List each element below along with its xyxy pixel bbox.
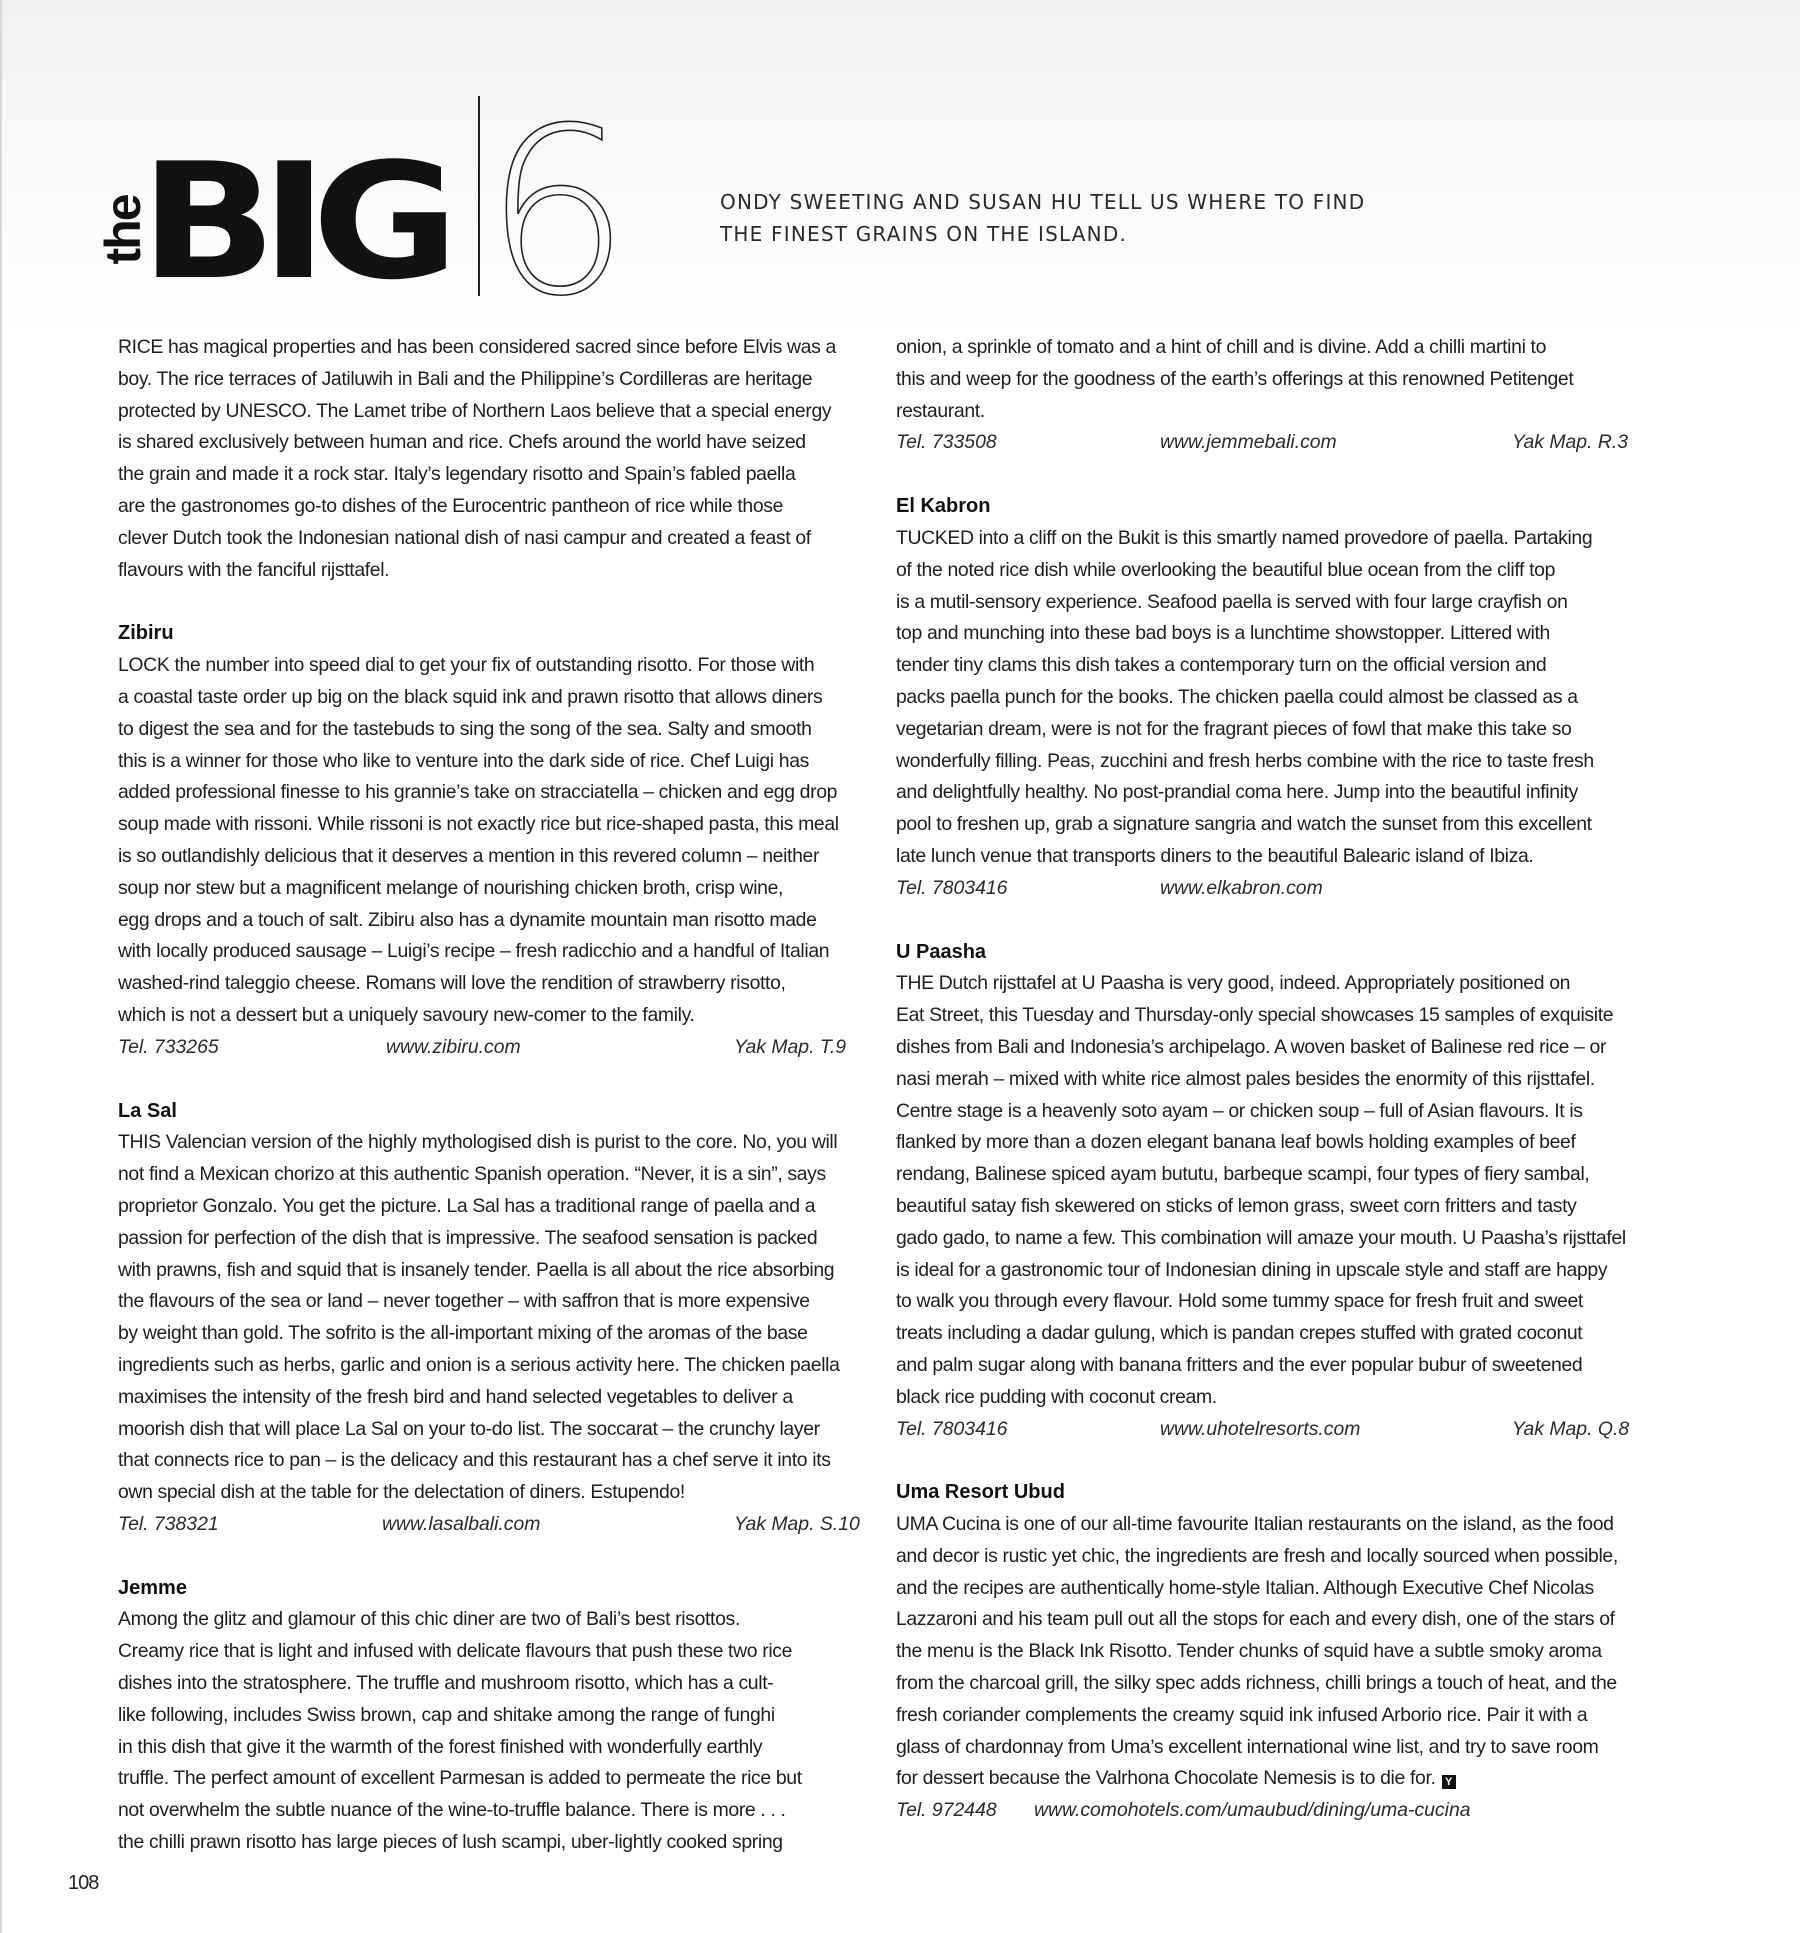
standfirst	[720, 186, 1420, 250]
text-line: with locally produced sausage – Luigi’s recipe – fresh radicchio and a handful of Italian	[118, 940, 830, 963]
website-link[interactable]: www.elkabron.com	[1160, 876, 1323, 899]
text-line: flavours with the fanciful rijsttafel.	[118, 558, 390, 581]
text-line: Eat Street, this Tuesday and Thursday-only special showcases 15 samples of exquisite	[896, 1004, 1614, 1027]
text-line: own special dish at the table for the delectation of diners. Estupendo!	[118, 1481, 685, 1504]
text-line: and delightfully healthy. No post-prandial coma here. Jump into the beautiful infinity	[896, 781, 1579, 804]
text-line: that connects rice to pan – is the delicacy and this restaurant has a chef serve it into its	[118, 1449, 831, 1472]
standfirst-line: ONDY SWEETING AND SUSAN HU TELL US WHERE TO FIND	[720, 190, 1366, 214]
text-line-final	[896, 1763, 1644, 1795]
text-line: THE Dutch rijsttafel at U Paasha is very good, indeed. Appropriately positioned on	[896, 972, 1571, 995]
text-line: Centre stage is a heavenly soto ayam – or chicken soup – full of Asian flavours. It is	[896, 1099, 1583, 1122]
text-line: glass of chardonnay from Uma’s excellent international wine list, and try to save room	[896, 1735, 1599, 1758]
text-line: and palm sugar along with banana fritters and the ever popular bubur of sweetened	[896, 1353, 1583, 1376]
right-column	[896, 332, 1644, 1827]
entry-el-kabron	[896, 491, 1644, 904]
text-line: washed-rind taleggio cheese. Romans will love the rendition of strawberry risotto,	[118, 972, 786, 995]
text-line: the menu is the Black Ink Risotto. Tender chunks of squid have a subtle smoky aroma	[896, 1640, 1602, 1663]
text-line: maximises the intensity of the fresh bird and hand selected vegetables to deliver a	[118, 1385, 793, 1408]
text-line: boy. The rice terraces of Jatiluwih in Bali and the Philippine’s Cordilleras are heritage	[118, 367, 813, 390]
text-line: Creamy rice that is light and infused with delicate flavours that push these two rice	[118, 1640, 793, 1663]
text-line: RICE has magical properties and has been considered sacred since before Elvis was a	[118, 336, 836, 358]
text-line: soup nor stew but a magnificent melange of nourishing chicken broth, crisp wine,	[118, 876, 784, 899]
text-line: pool to freshen up, grab a signature sangria and watch the sunset from this excellent	[896, 813, 1592, 836]
entry-heading: Jemme	[118, 1576, 187, 1599]
text-line: and the recipes are authentically home-style Italian. Although Executive Chef Nicolas	[896, 1576, 1594, 1599]
text-line: of the noted rice dish while overlooking the beautiful blue ocean from the cliff top	[896, 558, 1556, 581]
text-line: protected by UNESCO. The Lamet tribe of Northern Laos believe that a special energy	[118, 399, 832, 422]
text-line: wonderfully filling. Peas, zucchini and fresh herbs combine with the rice to taste fresh	[896, 749, 1594, 772]
masthead-six-glyph: 6	[484, 110, 631, 310]
text-line: treats including a dadar gulung, which is pandan crepes stuffed with grated coconut	[896, 1322, 1583, 1345]
contact-row	[896, 1795, 1644, 1827]
text-line: UMA Cucina is one of our all-time favourite Italian restaurants on the island, as the food	[896, 1513, 1614, 1536]
text-line: dishes into the stratosphere. The truffle and mushroom risotto, which has a cult-	[118, 1672, 774, 1695]
text-line: are the gastronomes go-to dishes of the Eurocentric pantheon of rice while those	[118, 494, 784, 517]
text-line: is shared exclusively between human and rice. Chefs around the world have seized	[118, 431, 806, 454]
text-line: packs paella punch for the books. The chicken paella could almost be classed as a	[896, 685, 1578, 708]
text-line: by weight than gold. The sofrito is the all-important mixing of the aromas of the base	[118, 1322, 808, 1345]
left-column	[118, 332, 866, 1859]
contact-row	[896, 873, 1644, 905]
end-mark-icon: Y	[1442, 1775, 1456, 1789]
entry-heading: U Paasha	[896, 940, 987, 963]
text-line: ingredients such as herbs, garlic and onion is a serious activity here. The chicken paella	[118, 1353, 840, 1376]
text-line: moorish dish that will place La Sal on your to-do list. The soccarat – the crunchy layer	[118, 1417, 820, 1440]
phone-number: Tel. 733508	[896, 431, 997, 454]
text-line: flanked by more than a dozen elegant banana leaf bowls holding examples of beef	[896, 1131, 1576, 1154]
contact-row	[896, 1414, 1644, 1446]
text-line: rendang, Balinese spiced ayam bututu, barbeque scampi, four types of fiery sambal,	[896, 1163, 1590, 1186]
text-line: Lazzaroni and his team pull out all the stops for each and every dish, one of the stars of	[896, 1608, 1615, 1631]
text-line: beautiful satay fish skewered on sticks of lemon grass, sweet corn fritters and tasty	[896, 1194, 1577, 1217]
text-line: a coastal taste order up big on the black squid ink and prawn risotto that allows diners	[118, 685, 823, 708]
text-line: for dessert because the Valrhona Chocolate Nemesis is to die for.	[896, 1767, 1436, 1790]
text-line: onion, a sprinkle of tomato and a hint of chill and is divine. Add a chilli martini to	[896, 336, 1547, 358]
text-line: proprietor Gonzalo. You get the picture. La Sal has a traditional range of paella and a	[118, 1194, 816, 1217]
website-link[interactable]: www.lasalbali.com	[382, 1512, 541, 1535]
intro-paragraph	[118, 332, 866, 586]
text-line: and decor is rustic yet chic, the ingredients are fresh and locally sourced when possible,	[896, 1544, 1618, 1567]
phone-number: Tel. 972448	[896, 1799, 997, 1822]
contact-row	[896, 427, 1644, 459]
text-line: truffle. The perfect amount of excellent Parmesan is added to permeate the rice but	[118, 1767, 802, 1790]
entry-heading: Zibiru	[118, 622, 174, 645]
phone-number: Tel. 7803416	[896, 876, 1008, 899]
text-line: in this dish that give it the warmth of the forest finished with wonderfully earthly	[118, 1735, 763, 1758]
text-line: is ideal for a gastronomic tour of Indonesian dining in upscale style and staff are happy	[896, 1258, 1608, 1281]
page-edge	[0, 0, 2, 1933]
map-reference: Yak Map. Q.8	[1512, 1417, 1630, 1440]
text-line: tender tiny clams this dish takes a contemporary turn on the official version and	[896, 654, 1547, 677]
text-line: TUCKED into a cliff on the Bukit is this smartly named provedore of paella. Partaking	[896, 526, 1593, 549]
text-line: the flavours of the sea or land – never together – with saffron that is more expensive	[118, 1290, 810, 1313]
website-link[interactable]: www.zibiru.com	[386, 1035, 521, 1058]
text-line: dishes from Bali and Indonesia’s archipelago. A woven basket of Balinese red rice – or	[896, 1035, 1607, 1058]
text-line: vegetarian dream, were is not for the fragrant pieces of fowl that make this take so	[896, 717, 1572, 740]
entry-heading: La Sal	[118, 1099, 177, 1122]
text-line: nasi merah – mixed with white rice almost pales besides the enormity of this rijsttafel.	[896, 1067, 1595, 1090]
text-line: soup made with rissoni. While rissoni is not exactly rice but rice-shaped pasta, this meal	[118, 813, 839, 836]
map-reference: Yak Map. T.9	[734, 1035, 847, 1058]
text-line: top and munching into these bad boys is a lunchtime showstopper. Littered with	[896, 622, 1550, 645]
text-line: THIS Valencian version of the highly mythologised dish is purist to the core. No, you will	[118, 1131, 838, 1154]
phone-number: Tel. 733265	[118, 1035, 219, 1058]
text-line: passion for perfection of the dish that is impressive. The seafood sensation is packed	[118, 1226, 818, 1249]
masthead	[88, 92, 688, 315]
text-line: to walk you through every flavour. Hold some tummy space for fresh fruit and sweet	[896, 1290, 1583, 1313]
text-line: LOCK the number into speed dial to get your fix of outstanding risotto. For those with	[118, 654, 815, 677]
masthead-big: BIG	[140, 128, 444, 315]
standfirst-line: THE FINEST GRAINS ON THE ISLAND.	[720, 222, 1128, 246]
text-line: this is a winner for those who like to venture into the dark side of rice. Chef Luigi has	[118, 749, 809, 772]
masthead-the: the	[95, 195, 151, 265]
text-line: not overwhelm the subtle nuance of the wine-to-truffle balance. There is more . . .	[118, 1799, 786, 1822]
entry-uma-resort-ubud	[896, 1477, 1644, 1827]
text-line: from the charcoal grill, the silky spec adds richness, chilli brings a touch of heat, and the	[896, 1672, 1617, 1695]
map-reference: Yak Map. S.10	[734, 1512, 860, 1535]
text-line: which is not a dessert but a uniquely savoury new-comer to the family.	[118, 1003, 695, 1026]
text-line: clever Dutch took the Indonesian national dish of nasi campur and created a feast of	[118, 526, 811, 549]
entry-heading: El Kabron	[896, 495, 991, 518]
text-line: is so outlandishly delicious that it deserves a mention in this revered column – neither	[118, 844, 820, 867]
map-reference: Yak Map. R.3	[1512, 431, 1629, 454]
text-line: black rice pudding with coconut cream.	[896, 1385, 1217, 1408]
text-line: not find a Mexican chorizo at this authentic Spanish operation. “Never, it is a sin”, says	[118, 1163, 826, 1186]
text-line: late lunch venue that transports diners to the beautiful Balearic island of Ibiza.	[896, 844, 1534, 867]
text-line: with prawns, fish and squid that is insanely tender. Paella is all about the rice absorbing	[118, 1258, 835, 1281]
page-number: 108	[68, 1872, 99, 1894]
text-line: added professional finesse to his grannie’s take on stracciatella – chicken and egg drop	[118, 781, 838, 804]
phone-number: Tel. 7803416	[896, 1417, 1008, 1440]
entry-u-paasha	[896, 937, 1644, 1446]
text-line: is a mutil-sensory experience. Seafood paella is served with four large crayfish on	[896, 590, 1568, 613]
masthead-six	[480, 110, 680, 310]
entry-jemme	[118, 1573, 866, 1859]
text-line: gado gado, to name a few. This combination will amaze your mouth. U Paasha’s rijsttafel	[896, 1226, 1626, 1249]
text-line: Among the glitz and glamour of this chic diner are two of Bali’s best risottos.	[118, 1608, 740, 1631]
text-line: this and weep for the goodness of the earth’s offerings at this renowned Petitenget	[896, 367, 1574, 390]
text-line: the grain and made it a rock star. Italy’s legendary risotto and Spain’s fabled paella	[118, 463, 796, 486]
contact-row	[118, 1032, 866, 1064]
website-link[interactable]: www.uhotelresorts.com	[1160, 1417, 1361, 1440]
text-line: egg drops and a touch of salt. Zibiru also has a dynamite mountain man risotto made	[118, 908, 817, 931]
entry-la-sal	[118, 1096, 866, 1541]
text-line: to digest the sea and for the tastebuds to sing the song of the sea. Salty and smooth	[118, 717, 812, 740]
phone-number: Tel. 738321	[118, 1512, 219, 1535]
text-line: restaurant.	[896, 399, 985, 422]
text-line: like following, includes Swiss brown, cap and shitake among the range of funghi	[118, 1703, 775, 1726]
text-line: the chilli prawn risotto has large pieces of lush scampi, uber-lightly cooked spring	[118, 1831, 783, 1854]
entry-zibiru	[118, 618, 866, 1063]
entry-heading: Uma Resort Ubud	[896, 1481, 1065, 1504]
text-line: fresh coriander complements the creamy squid ink infused Arborio rice. Pair it with a	[896, 1703, 1588, 1726]
entry-jemme-continued	[896, 332, 1644, 459]
website-link[interactable]: www.jemmebali.com	[1160, 431, 1337, 454]
contact-row	[118, 1509, 866, 1541]
website-link[interactable]: www.comohotels.com/umaubud/dining/uma-cucina	[1034, 1799, 1471, 1822]
